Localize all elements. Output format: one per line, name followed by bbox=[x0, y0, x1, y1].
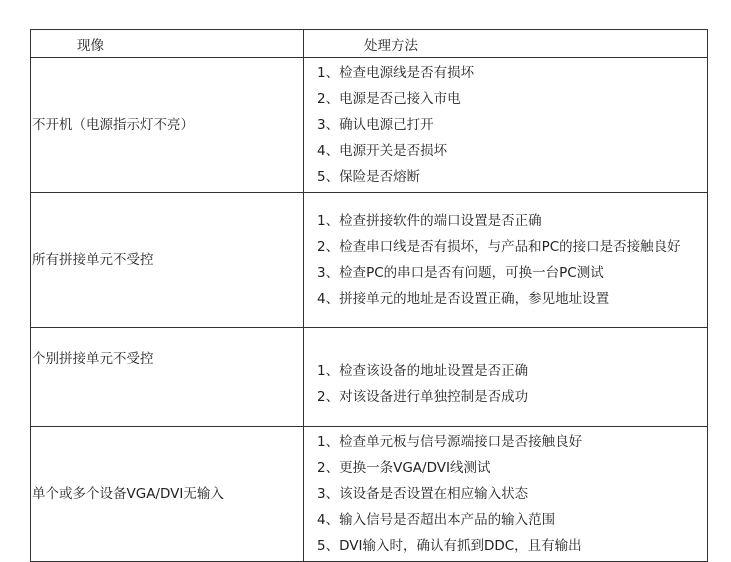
cell-spacer bbox=[304, 344, 707, 358]
phenomenon-cell: 不开机（电源指示灯不亮） bbox=[31, 58, 304, 193]
method-cell bbox=[304, 193, 708, 328]
method-step: 4、拼接单元的地址是否设置正确，参见地址设置 bbox=[317, 291, 610, 307]
method-step: 3、检查PC的串口是否有问题，可换一台PC测试 bbox=[317, 265, 604, 281]
method-step: 4、输入信号是否超出本产品的输入范围 bbox=[317, 512, 556, 528]
method-cell bbox=[304, 328, 708, 427]
method-step: 1、检查电源线是否有损坏 bbox=[317, 65, 475, 81]
table-header-row bbox=[31, 30, 708, 58]
header-phenomenon: 现像 bbox=[31, 30, 304, 58]
table-row bbox=[31, 193, 708, 328]
method-step: 2、对该设备进行单独控制是否成功 bbox=[317, 389, 529, 405]
method-step: 2、更换一条VGA/DVI线测试 bbox=[317, 460, 491, 476]
method-step: 4、电源开关是否损坏 bbox=[317, 143, 448, 159]
method-step: 2、电源是否己接入市电 bbox=[317, 91, 461, 107]
phenomenon-cell: 个别拼接单元不受控 bbox=[31, 328, 304, 427]
header-method: 处理方法 bbox=[304, 30, 708, 58]
method-step: 3、该设备是否设置在相应输入状态 bbox=[317, 486, 529, 502]
table-row bbox=[31, 328, 708, 427]
method-step: 1、检查单元板与信号源端接口是否接触良好 bbox=[317, 434, 583, 450]
table-row bbox=[31, 427, 708, 562]
troubleshooting-table bbox=[30, 29, 708, 562]
phenomenon-cell: 所有拼接单元不受控 bbox=[31, 193, 304, 328]
method-cell bbox=[304, 427, 708, 562]
phenomenon-cell: 单个或多个设备VGA/DVI无输入 bbox=[31, 427, 304, 562]
method-step: 5、保险是否熔断 bbox=[317, 169, 421, 185]
method-cell bbox=[304, 58, 708, 193]
method-step: 3、确认电源己打开 bbox=[317, 117, 434, 133]
method-step: 1、检查该设备的地址设置是否正确 bbox=[317, 363, 529, 379]
method-step: 1、检查拼接软件的端口设置是否正确 bbox=[317, 213, 542, 229]
method-step: 5、DVI输入时，确认有抓到DDC，且有输出 bbox=[317, 538, 582, 554]
method-step: 2、检查串口线是否有损坏，与产品和PC的接口是否接触良好 bbox=[317, 239, 681, 255]
table-row bbox=[31, 58, 708, 193]
